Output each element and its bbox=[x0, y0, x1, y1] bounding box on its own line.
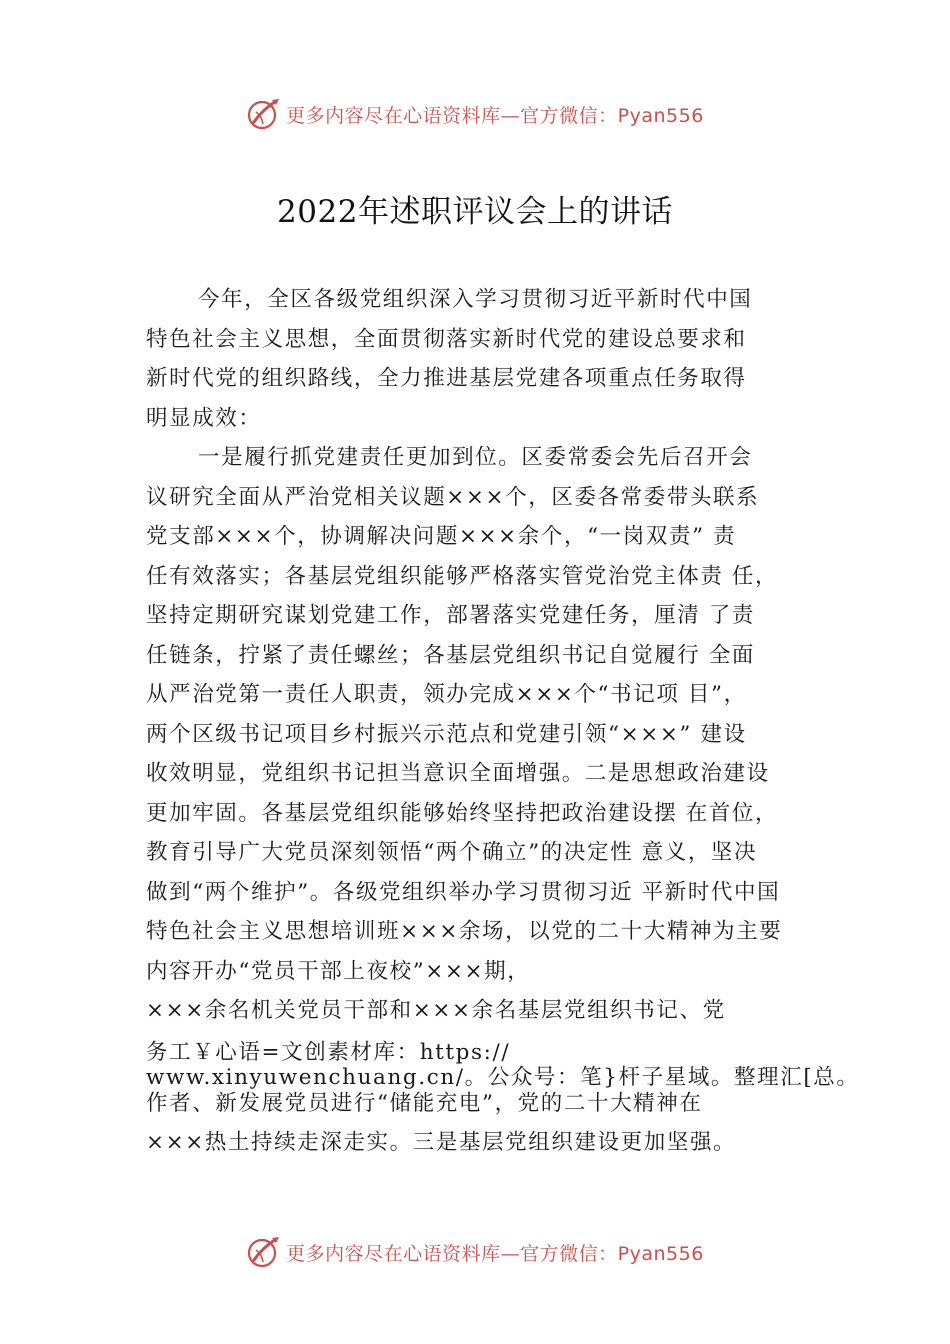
body-line: www.xinyuwenchuang.cn/。公众号：笔}杆子星域。整理汇[总。 bbox=[146, 1064, 860, 1090]
body-line: ×××余名机关党员干部和×××余名基层党组织书记、党 bbox=[146, 998, 726, 1023]
body-line: 一是履行抓党建责任更加到位。区委常委会先后召开会 bbox=[198, 445, 753, 470]
body-line: 任链条，拧紧了责任螺丝；各基层党组织书记自觉履行 全面 bbox=[146, 642, 756, 668]
body-line: ×××热土持续走深走实。三是基层党组织建设更加坚强。 bbox=[146, 1129, 737, 1155]
body-line: 收效明显，党组织书记担当意识全面增强。二是思想政治建设 bbox=[146, 761, 770, 786]
footer-banner bbox=[0, 1232, 950, 1272]
brush-logo-icon bbox=[246, 1234, 282, 1270]
wechat-id: Pyan556 bbox=[617, 104, 704, 127]
banner-text: 更多内容尽在心语资料库—官方微信：Pyan556 bbox=[286, 104, 704, 127]
body-line: 内容开办“党员干部上夜校”×××期， bbox=[146, 958, 531, 984]
body-line: 两个区级书记项目乡村振兴示范点和党建引领“×××” 建设 bbox=[146, 721, 747, 747]
body-line: 新时代党的组织路线，全力推进基层党建各项重点任务取得 bbox=[146, 366, 747, 391]
body-line: 明显成效： bbox=[146, 405, 262, 431]
body-line: 今年，全区各级党组织深入学习贯彻习近平新时代中国 bbox=[198, 287, 753, 312]
body-line: 特色社会主义思想培训班×××余场，以党的二十大精神为主要 bbox=[146, 919, 783, 944]
body-line: 议研究全面从严治党相关议题×××个，区委各常委带头联系 bbox=[146, 484, 760, 510]
banner-text: 更多内容尽在心语资料库—官方微信：Pyan556 bbox=[286, 1242, 704, 1265]
document-body bbox=[146, 280, 860, 1163]
document-title: 2022年述职评议会上的讲话 bbox=[277, 194, 673, 230]
body-line: 作者、新发展党员进行“储能充电”，党的二十大精神在 bbox=[146, 1090, 703, 1116]
body-line: 任有效落实；各基层党组织能够严格落实管党治党主体责 任， bbox=[146, 563, 779, 589]
body-line: 坚持定期研究谋划党建工作，部署落实党建任务，厘清 了责 bbox=[146, 603, 756, 628]
body-line: 特色社会主义思想，全面贯彻落实新时代党的建设总要求和 bbox=[146, 326, 747, 352]
body-line: 做到“两个维护”。各级党组织举办学习贯彻习近 平新时代中国 bbox=[146, 879, 781, 905]
body-line: 务工￥心语=文创素材库：https:// bbox=[146, 1039, 511, 1065]
body-line: 更加牢固。各基层党组织能够始终坚持把政治建设摆 在首位， bbox=[146, 800, 779, 826]
body-line: 党支部×××个，协调解决问题×××余个，“一岗双责” 责 bbox=[146, 524, 737, 549]
body-line: 教育引导广大党员深刻领悟“两个确立”的决定性 意义，坚决 bbox=[146, 840, 758, 865]
brush-logo-icon bbox=[246, 96, 282, 132]
header-banner bbox=[0, 94, 950, 134]
wechat-id: Pyan556 bbox=[617, 1242, 704, 1265]
body-line: 从严治党第一责任人职责，领办完成×××个“书记项 目”， bbox=[146, 682, 747, 707]
